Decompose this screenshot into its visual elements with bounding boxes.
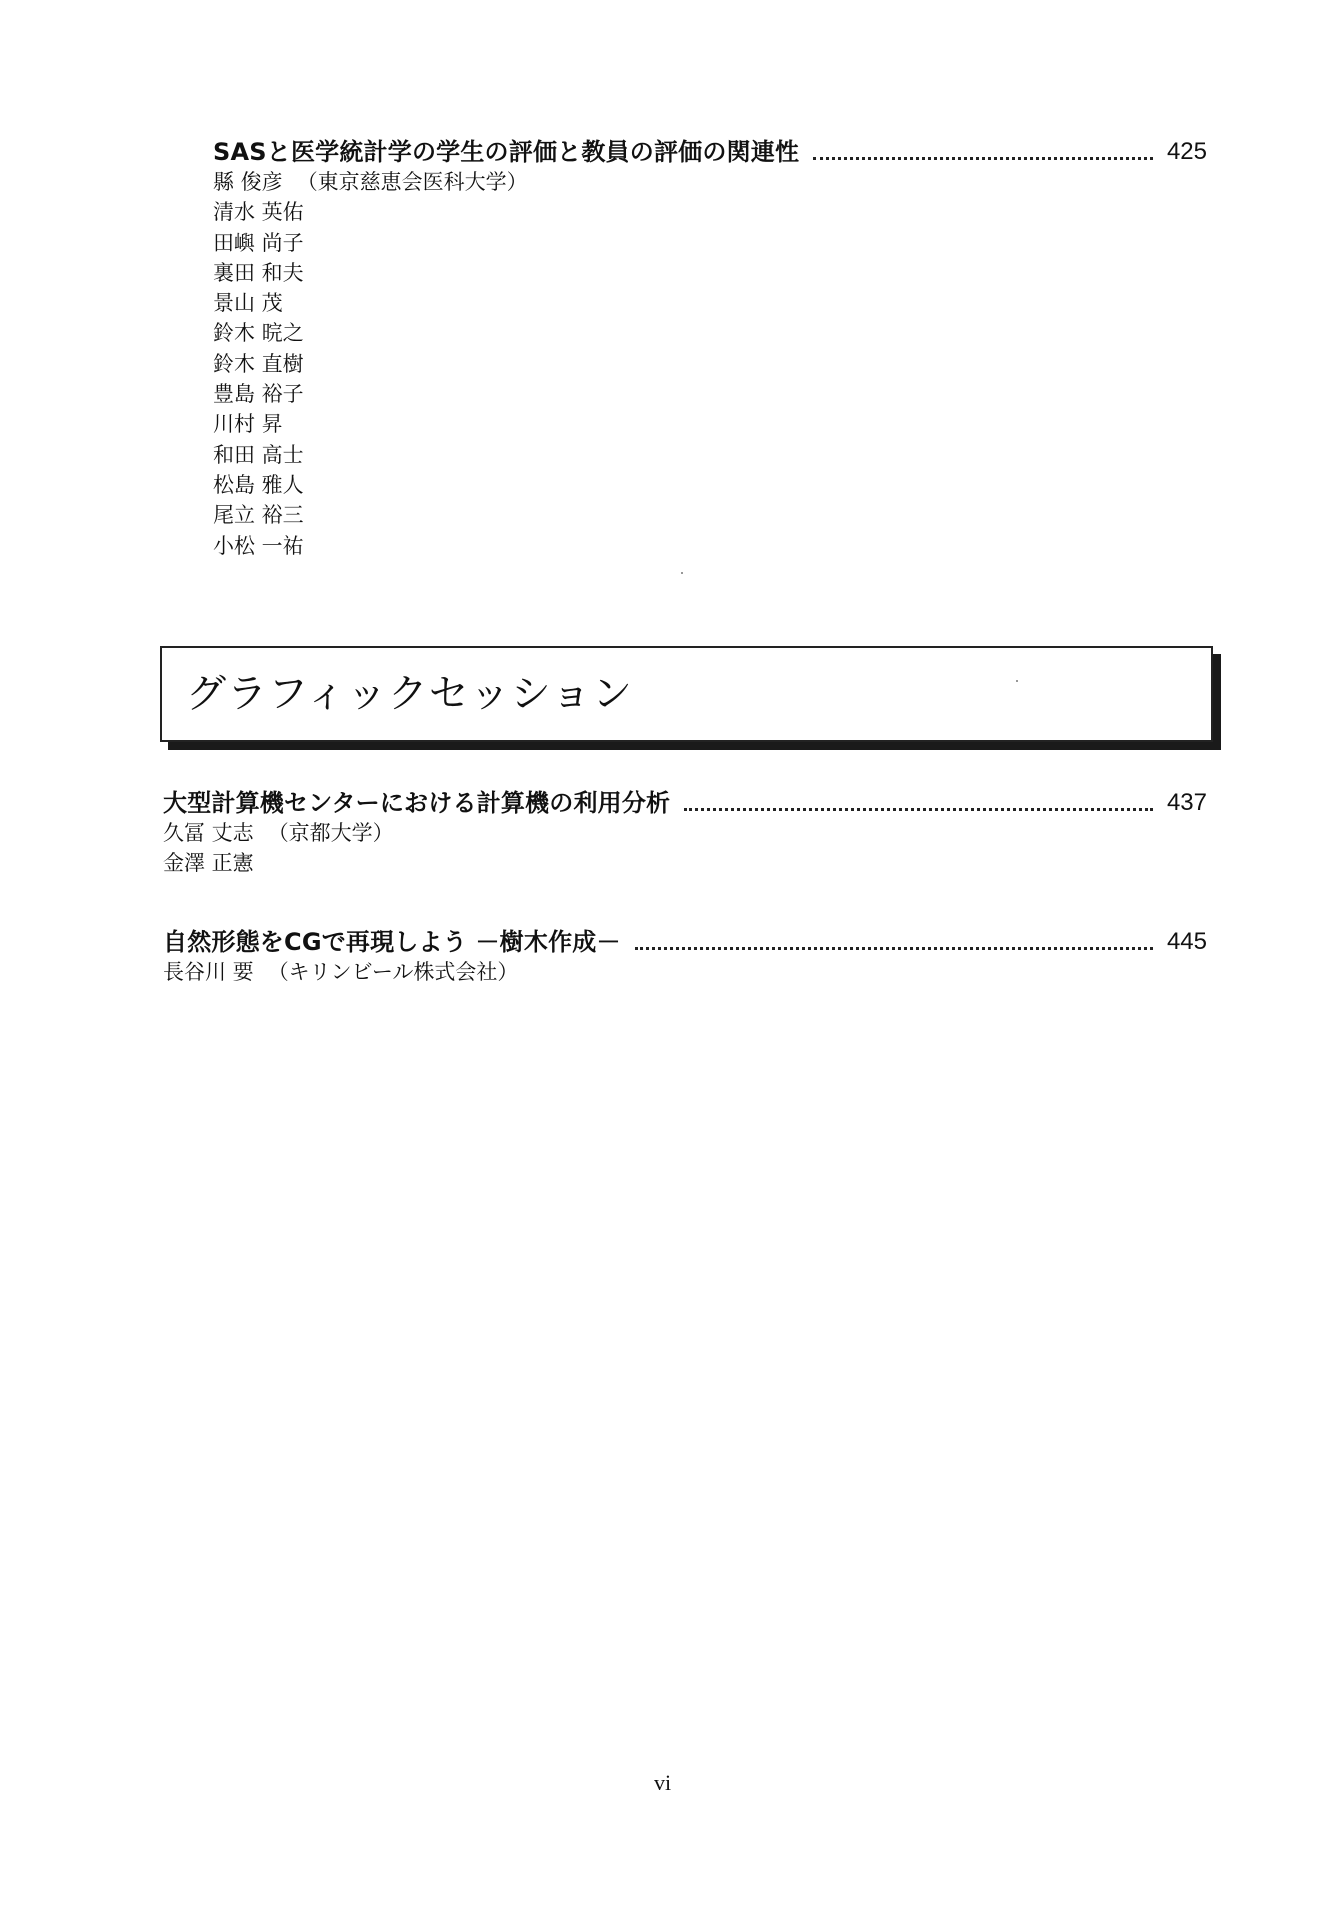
author-name: 川村 昇 — [213, 412, 283, 437]
author — [213, 318, 1207, 348]
author-name: 豊島 裕子 — [213, 382, 304, 407]
entry-page-number: 437 — [1166, 789, 1207, 816]
toc-entry — [163, 927, 1207, 987]
author-name: 縣 俊彦 — [213, 170, 283, 194]
author — [213, 470, 1207, 500]
author — [163, 957, 1207, 987]
author-name: 尾立 裕三 — [213, 503, 304, 528]
section-title: グラフィックセッション — [186, 671, 633, 717]
author-list — [163, 957, 1207, 987]
author-name: 鈴木 晥之 — [213, 321, 304, 346]
toc-entry-heading — [163, 788, 1207, 818]
toc-entry-heading — [163, 927, 1207, 957]
author — [163, 848, 1207, 878]
author-name: 久冨 丈志 — [163, 821, 254, 845]
scan-speck — [1016, 680, 1018, 682]
author-name: 清水 英佑 — [213, 200, 304, 225]
author — [163, 818, 1207, 848]
author — [213, 409, 1207, 439]
author-affiliation: （キリンビール株式会社） — [267, 960, 519, 984]
author-name: 田嶼 尚子 — [213, 230, 304, 255]
author — [213, 258, 1207, 288]
author-list — [213, 167, 1207, 561]
entry-title: 自然形態をCGで再現しよう －樹木作成－ — [163, 928, 621, 956]
entry-page-number: 425 — [1166, 138, 1207, 165]
page-number-footer: vi — [653, 1770, 672, 1795]
section-header-box — [160, 646, 1213, 742]
entry-title: SASと医学統計学の学生の評価と教員の評価の関連性 — [213, 138, 800, 166]
author — [213, 349, 1207, 379]
scan-speck — [681, 572, 683, 574]
entry-page-number: 445 — [1166, 928, 1207, 955]
author-name: 長谷川 要 — [163, 960, 254, 984]
author-name: 景山 茂 — [213, 291, 283, 316]
author — [213, 531, 1207, 561]
author-list — [163, 818, 1207, 879]
author — [213, 379, 1207, 409]
author-name: 裏田 和夫 — [213, 260, 304, 285]
toc-entry — [213, 137, 1207, 561]
author — [213, 500, 1207, 530]
author-affiliation: （東京慈恵会医科大学） — [296, 170, 528, 194]
author — [213, 288, 1207, 318]
dot-leader — [684, 808, 1153, 811]
author-name: 鈴木 直樹 — [213, 351, 304, 376]
author-name: 小松 一祐 — [213, 533, 304, 558]
author — [213, 167, 1207, 197]
dot-leader — [813, 157, 1153, 160]
author-name: 金澤 正憲 — [163, 851, 254, 876]
author — [213, 440, 1207, 470]
author — [213, 197, 1207, 227]
author-name: 松島 雅人 — [213, 472, 304, 497]
dot-leader — [635, 947, 1153, 950]
toc-entry — [163, 788, 1207, 879]
entry-title: 大型計算機センターにおける計算機の利用分析 — [163, 789, 671, 817]
toc-entry-heading — [213, 137, 1207, 167]
author — [213, 228, 1207, 258]
author-affiliation: （京都大学） — [267, 821, 394, 845]
author-name: 和田 高士 — [213, 442, 304, 467]
